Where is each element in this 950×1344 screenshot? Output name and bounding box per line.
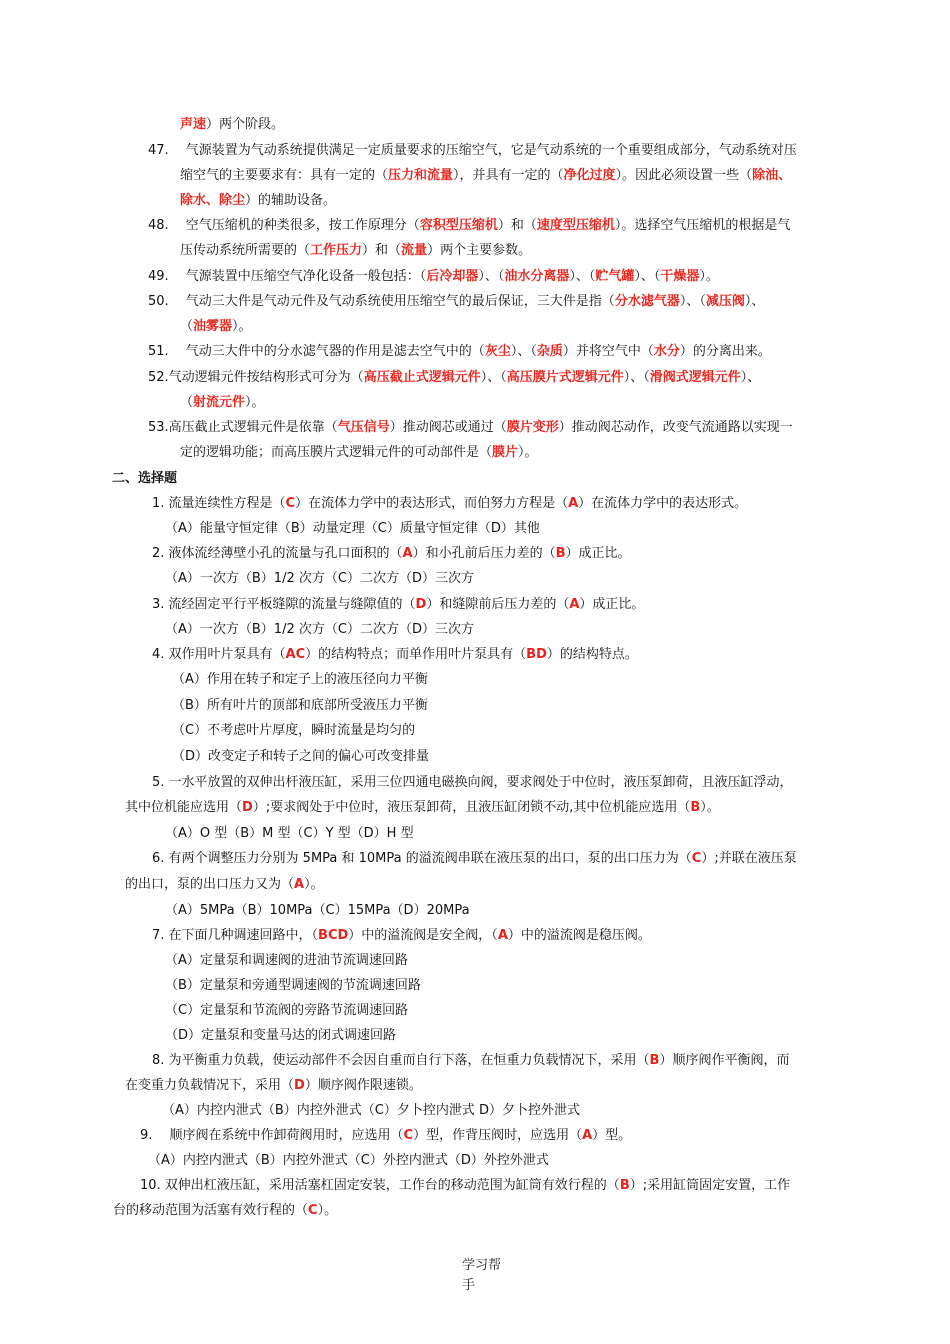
answer-highlight: 容积型压缩机 (419, 218, 498, 233)
text-run: ）;要求阀处于中位时，液压泵卸荷，且液压缸闭锁不动,其中位机能应选用（ (252, 800, 691, 815)
answer-highlight: 油雾器 (193, 319, 233, 334)
text-run: 51. 气动三大件中的分水滤气器的作用是滤去空气中的（ (148, 344, 485, 359)
text-run: 其中位机能应选用（ (125, 800, 243, 815)
text-line (148, 1152, 549, 1170)
text-line (148, 142, 797, 160)
answer-highlight: 减压阀 (705, 294, 745, 309)
text-run: （A）能量守恒定律（B）动量定理（C）质量守恒定律（D）其他 (165, 521, 540, 536)
text-run: ）。因此必须设置一些（ (615, 168, 753, 183)
text-run: ）中的溢流阀是稳压阀。 (507, 928, 651, 943)
answer-highlight: 滑阀式逻辑元件 (649, 370, 741, 385)
text-run: 49. 气源装置中压缩空气净化设备一般包括：（ (148, 269, 427, 284)
text-run: ）。 (245, 395, 265, 410)
answer-highlight: AC (285, 647, 306, 662)
answer-highlight: A (569, 597, 580, 612)
answer-highlight: 压力和流量 (388, 168, 454, 183)
text-line (165, 570, 474, 588)
text-line (162, 1102, 580, 1120)
answer-highlight: C (308, 1203, 318, 1218)
text-run: 在变重力负载情况下，采用（ (125, 1078, 295, 1093)
text-line (125, 799, 720, 817)
answer-highlight: 射流元件 (193, 395, 246, 410)
text-line (165, 1027, 396, 1045)
answer-highlight: 分水滤气器 (614, 294, 680, 309)
text-run: 缩空气的主要要求有：具有一定的（ (180, 168, 389, 183)
text-line (165, 520, 540, 538)
text-run: ）、 (740, 370, 761, 385)
text-run: ）和小孔前后压力差的（ (412, 546, 556, 561)
text-run: ）、（ (634, 269, 661, 284)
text-line (180, 192, 336, 210)
text-run: ）两个主要参数。 (427, 243, 532, 258)
answer-highlight: A (497, 928, 508, 943)
text-run: ）型。 (592, 1128, 632, 1143)
text-line (180, 318, 252, 336)
text-line (172, 697, 428, 715)
text-run: ）、（ (478, 269, 505, 284)
footer-line-1: 学习帮 (462, 1258, 502, 1273)
text-run: 的出口，泵的出口压力又为（ (125, 877, 295, 892)
text-run: ）。 (317, 1203, 338, 1218)
text-line (165, 1002, 408, 1020)
text-run: ）在流体力学中的表达形式。 (578, 496, 748, 511)
answer-highlight: 灰尘 (484, 344, 511, 359)
text-line (152, 495, 747, 513)
text-line (152, 850, 797, 868)
text-line (180, 242, 531, 260)
text-line (180, 444, 538, 462)
text-run: ）、（ (569, 269, 596, 284)
text-line (180, 167, 791, 185)
text-run: 10. 双伸出杠液压缸，采用活塞杠固定安装，工作台的移动范围为缸筒有效行程的（ (140, 1178, 620, 1193)
text-run: （A）内控内泄式（B）内控外泄式（C）外控内泄式（D）外控外泄式 (148, 1153, 549, 1168)
answer-highlight: 贮气罐 (595, 269, 635, 284)
text-run: （B）定量泵和旁通型调速阀的节流调速回路 (165, 978, 421, 993)
text-run: 台的移动范围为活塞有效行程的（ (113, 1203, 309, 1218)
text-line (165, 825, 414, 843)
text-run: 9. 顺序阀在系统中作卸荷阀用时，应选用（ (140, 1128, 404, 1143)
answer-highlight: B (555, 546, 566, 561)
text-run: （A）一次方（B）1/2 次方（C）二次方（D）三次方 (165, 622, 474, 637)
text-line (152, 1052, 789, 1070)
text-line (165, 977, 421, 995)
text-line (165, 621, 474, 639)
text-line (148, 268, 719, 286)
text-run: 2. 液体流经薄壁小孔的流量与孔口面积的（ (152, 546, 403, 561)
text-run: ）。 (518, 445, 538, 460)
text-run: ）成正比。 (565, 546, 631, 561)
text-run: 53.高压截止式逻辑元件是依靠（ (148, 420, 338, 435)
answer-highlight: 膜片变形 (506, 420, 559, 435)
text-line (152, 774, 793, 792)
page-footer (462, 1256, 510, 1296)
text-line (152, 646, 638, 664)
text-run: ）。 (699, 269, 719, 284)
answer-highlight: 除水、除尘 (180, 193, 246, 208)
text-run: 3. 流经固定平行平板缝隙的流量与缝隙值的（ (152, 597, 416, 612)
text-run: （A）O 型（B）M 型（C）Y 型（D）H 型 (165, 826, 414, 841)
text-run: （B）所有叶片的顶部和底部所受液压力平衡 (172, 698, 428, 713)
text-run: ）顺序阀作限速锁。 (304, 1078, 422, 1093)
text-run: ）和（ (497, 218, 537, 233)
answer-highlight: 净化过度 (563, 168, 616, 183)
answer-highlight: 高压膜片式逻辑元件 (506, 370, 624, 385)
text-run: ）、 (744, 294, 765, 309)
answer-highlight: B (690, 800, 701, 815)
text-run: （C）定量泵和节流阀的旁路节流调速回路 (165, 1003, 409, 1018)
answer-highlight: 后冷却器 (426, 269, 479, 284)
text-run: 48. 空气压缩机的种类很多，按工作原理分（ (148, 218, 420, 233)
text-run: 4. 双作用叶片泵具有（ (152, 647, 286, 662)
text-run: ）在流体力学中的表达形式，而伯努力方程是（ (295, 496, 569, 511)
text-line (125, 876, 324, 894)
text-run: ）;采用缸筒固定安置，工作 (629, 1178, 791, 1193)
text-run: （ (180, 395, 194, 410)
text-run: 定的逻辑功能；而高压膜片式逻辑元件的可动部件是（ (180, 445, 493, 460)
text-run: 47. 气源装置为气动系统提供满足一定质量要求的压缩空气，它是气动系统的一个重要组成部分，气动系统对压 (148, 143, 797, 158)
text-run: ）。选择空气压缩机的根据是气 (614, 218, 791, 233)
text-run: ）的结构特点。 (546, 647, 638, 662)
text-run: ）、（ (480, 370, 507, 385)
text-run: 50. 气动三大件是气动元件及气动系统使用压缩空气的最后保证，三大件是指（ (148, 294, 615, 309)
text-run: （A）一次方（B）1/2 次方（C）二次方（D）三次方 (165, 571, 474, 586)
text-run: ）型，作背压阀时，应选用（ (413, 1128, 583, 1143)
text-run: ）、（ (510, 344, 537, 359)
answer-highlight: 油水分离器 (504, 269, 570, 284)
text-line (180, 394, 265, 412)
text-run: （D）定量泵和变量马达的闭式调速回路 (165, 1028, 397, 1043)
text-line (152, 927, 651, 945)
answer-highlight: 速度型压缩机 (536, 218, 615, 233)
text-run: 压传动系统所需要的（ (180, 243, 311, 258)
text-line (140, 1177, 790, 1195)
answer-highlight: C (285, 496, 296, 511)
text-run: ）。 (232, 319, 252, 334)
text-line (148, 343, 771, 361)
text-line (140, 1127, 631, 1145)
text-line (172, 748, 429, 766)
text-run: 7. 在下面几种调速回路中，（ (152, 928, 319, 943)
text-run: ）顺序阀作平衡阀，而 (659, 1053, 790, 1068)
answer-highlight: A (582, 1128, 593, 1143)
text-run: 5. 一水平放置的双伸出杆液压缸，采用三位四通电磁换向阀，要求阀处于中位时，液压泵卸荷，且液压缸浮动， (152, 775, 793, 790)
text-run: ）;并联在液压泵 (701, 851, 797, 866)
text-line (152, 545, 631, 563)
answer-highlight: 干燥器 (660, 269, 700, 284)
answer-highlight: A (402, 546, 413, 561)
text-run: ）的辅助设备。 (245, 193, 337, 208)
answer-highlight: 高压截止式逻辑元件 (363, 370, 481, 385)
answer-highlight: C (403, 1128, 414, 1143)
text-run: ）的结构特点；而单作用叶片泵具有（ (305, 647, 527, 662)
answer-highlight: BD (526, 647, 547, 662)
answer-highlight: 声速 (180, 117, 207, 132)
text-line (172, 671, 428, 689)
text-run: （A）5MPa（B）10MPa（C）15MPa（D）20MPa (165, 903, 470, 918)
answer-highlight: A (568, 496, 579, 511)
text-run: （A）作用在转子和定子上的液压径向力平衡 (172, 672, 428, 687)
text-run: ）和缝隙前后压力差的（ (426, 597, 570, 612)
text-run: （A）定量泵和调速阀的进油节流调速回路 (165, 953, 408, 968)
text-run: ）两个阶段。 (206, 117, 285, 132)
answer-highlight: D (294, 1078, 305, 1093)
answer-highlight: A (294, 877, 305, 892)
text-line (148, 217, 790, 235)
text-line (148, 369, 760, 387)
text-run: 6. 有两个调整压力分别为 5MPa 和 10MPa 的溢流阀串联在液压泵的出口，泵的出口压力为（ (152, 851, 692, 866)
text-run: ）并将空气中（ (562, 344, 654, 359)
text-run: ）中的溢流阀是安全阀，（ (348, 928, 498, 943)
answer-highlight: B (619, 1178, 630, 1193)
text-run: ）推动阀芯动作，改变气流通路以实现一 (558, 420, 793, 435)
text-run: ），并具有一定的（ (453, 168, 564, 183)
footer-line-2: 手 (462, 1278, 476, 1293)
text-line (180, 116, 284, 134)
text-run: （A）内控内泄式（B）内控外泄式（C）夕卜控内泄式 D）夕卜控外泄式 (162, 1103, 581, 1118)
section-heading: 二、选择题 (112, 471, 178, 486)
text-run: ）的分离出来。 (679, 344, 771, 359)
text-run: ）。 (700, 800, 720, 815)
text-run: ）和（ (362, 243, 402, 258)
text-run: （ (180, 319, 194, 334)
text-run: ）推动阀芯或通过（ (389, 420, 507, 435)
text-line (152, 596, 644, 614)
text-line (125, 1077, 422, 1095)
answer-highlight: 气压信号 (337, 420, 390, 435)
text-line (172, 722, 415, 740)
text-line (112, 470, 177, 488)
answer-highlight: BCD (318, 928, 349, 943)
answer-highlight: 水分 (653, 344, 680, 359)
text-run: ）成正比。 (579, 597, 645, 612)
answer-highlight: D (242, 800, 253, 815)
answer-highlight: 膜片 (492, 445, 519, 460)
text-line (165, 902, 470, 920)
text-run: 8. 为平衡重力负载，使运动部件不会因自重而自行下落，在恒重力负载情况下，采用（ (152, 1053, 650, 1068)
answer-highlight: 除油、 (752, 168, 792, 183)
answer-highlight: 流量 (401, 243, 428, 258)
answer-highlight: 工作压力 (310, 243, 363, 258)
text-run: 1. 流量连续性方程是（ (152, 496, 286, 511)
text-line (148, 419, 793, 437)
text-run: （C）不考虑叶片厚度，瞬时流量是均匀的 (172, 723, 416, 738)
text-run: ）。 (304, 877, 324, 892)
answer-highlight: 杂质 (536, 344, 563, 359)
text-run: ）、（ (623, 370, 650, 385)
text-run: 52.气动逻辑元件按结构形式可分为（ (148, 370, 364, 385)
answer-highlight: B (649, 1053, 660, 1068)
text-line (113, 1202, 337, 1220)
text-run: ）、（ (679, 294, 706, 309)
text-line (148, 293, 764, 311)
answer-highlight: C (691, 851, 702, 866)
text-run: （D）改变定子和转子之间的偏心可改变排量 (172, 749, 430, 764)
text-line (165, 952, 408, 970)
answer-highlight: D (415, 597, 427, 612)
